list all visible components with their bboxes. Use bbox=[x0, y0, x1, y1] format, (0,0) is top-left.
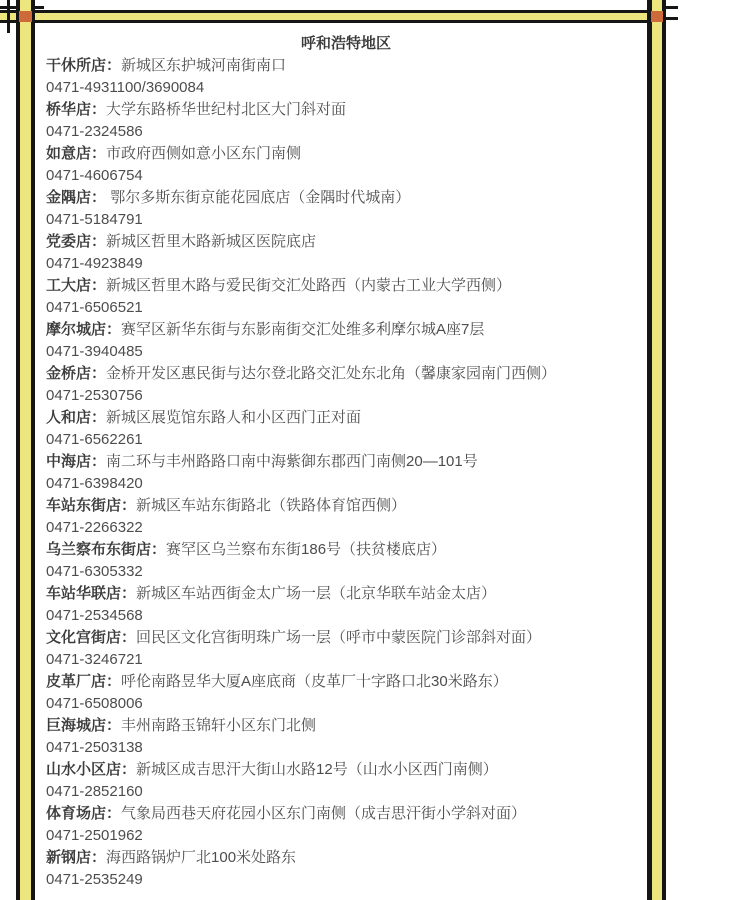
store-address-line bbox=[46, 143, 646, 165]
store-phone: 0471-6305332 bbox=[46, 563, 143, 580]
border-top-band-lower-edge bbox=[0, 20, 666, 23]
store-address-line bbox=[46, 715, 646, 737]
store-phone: 0471-2852160 bbox=[46, 783, 143, 800]
store-entry bbox=[46, 143, 646, 187]
name-address-separator: ： bbox=[106, 57, 122, 74]
page-title: 呼和浩特地区 bbox=[300, 35, 391, 52]
store-address-line bbox=[46, 671, 646, 693]
store-phone: 0471-5184791 bbox=[46, 211, 143, 228]
store-phone: 0471-4931100/3690084 bbox=[46, 79, 205, 96]
store-entry bbox=[46, 407, 646, 451]
store-name: 金桥店 bbox=[46, 365, 92, 382]
store-name: 文化宫街店 bbox=[46, 629, 122, 646]
border-corner-square-left bbox=[19, 11, 32, 22]
store-phone: 0471-6508006 bbox=[46, 695, 143, 712]
store-address-line bbox=[46, 319, 646, 341]
store-phone: 0471-2503138 bbox=[46, 739, 143, 756]
store-name: 新钢店 bbox=[46, 849, 92, 866]
store-entry bbox=[46, 451, 646, 495]
store-directory bbox=[0, 33, 745, 891]
store-entry bbox=[46, 671, 646, 715]
store-address: 新城区车站西街金太广场一层（北京华联车站金太店） bbox=[136, 585, 497, 602]
store-entry bbox=[46, 539, 646, 583]
store-address: 新城区哲里木路新城区医院底店 bbox=[106, 233, 317, 250]
name-address-separator: ： bbox=[106, 717, 122, 734]
store-entry bbox=[46, 847, 646, 891]
name-address-separator: ： bbox=[106, 673, 122, 690]
store-address-line bbox=[46, 583, 646, 605]
border-top-band-yellow bbox=[0, 13, 666, 20]
store-address-line bbox=[46, 275, 646, 297]
border-corner-line-left bbox=[7, 0, 10, 33]
store-name: 皮革厂店 bbox=[46, 673, 107, 690]
name-address-separator: ： bbox=[91, 189, 107, 206]
store-address: 回民区文化宫街明珠广场一层（呼市中蒙医院门诊部斜对面） bbox=[136, 629, 542, 646]
store-address: 丰州南路玉锦轩小区东门北侧 bbox=[121, 717, 317, 734]
store-address-line bbox=[46, 495, 646, 517]
store-phone: 0471-3246721 bbox=[46, 651, 143, 668]
name-address-separator: ： bbox=[91, 233, 107, 250]
store-name: 体育场店 bbox=[46, 805, 107, 822]
store-phone: 0471-6398420 bbox=[46, 475, 143, 492]
store-name: 桥华店 bbox=[46, 101, 92, 118]
border-corner-square-right bbox=[651, 11, 663, 22]
store-entry bbox=[46, 803, 646, 847]
border-corner-stub-top-right bbox=[666, 17, 678, 20]
store-address: 赛罕区新华东街与东影南街交汇处维多利摩尔城A座7层 bbox=[121, 321, 485, 338]
store-name: 如意店 bbox=[46, 145, 92, 162]
store-address-line bbox=[46, 187, 646, 209]
store-name: 山水小区店 bbox=[46, 761, 122, 778]
store-address: 市政府西侧如意小区东门南侧 bbox=[106, 145, 302, 162]
name-address-separator: ： bbox=[91, 453, 107, 470]
store-address-line bbox=[46, 847, 646, 869]
name-address-separator: ： bbox=[91, 277, 107, 294]
store-address-line bbox=[46, 803, 646, 825]
store-address: 大学东路桥华世纪村北区大门斜对面 bbox=[106, 101, 347, 118]
name-address-separator: ： bbox=[91, 365, 107, 382]
store-address: 气象局西巷天府花园小区东门南侧（成吉思汗街小学斜对面） bbox=[121, 805, 527, 822]
store-phone: 0471-2535249 bbox=[46, 871, 143, 888]
store-address: 赛罕区乌兰察布东街186号（扶贫楼底店） bbox=[166, 541, 447, 558]
store-address: 新城区展览馆东路人和小区西门正对面 bbox=[106, 409, 362, 426]
store-address-line bbox=[46, 407, 646, 429]
store-entry bbox=[46, 55, 646, 99]
store-address-line bbox=[46, 99, 646, 121]
store-name: 巨海城店 bbox=[46, 717, 107, 734]
name-address-separator: ： bbox=[91, 145, 107, 162]
name-address-separator: ： bbox=[151, 541, 167, 558]
name-address-separator: ： bbox=[121, 629, 137, 646]
store-name: 工大店 bbox=[46, 277, 92, 294]
store-address: 呼伦南路昱华大厦A座底商（皮革厂十字路口北30米路东） bbox=[121, 673, 508, 690]
store-entry bbox=[46, 627, 646, 671]
name-address-separator: ： bbox=[121, 761, 137, 778]
name-address-separator: ： bbox=[121, 585, 137, 602]
store-address-line bbox=[46, 759, 646, 781]
store-address: 新城区东护城河南街南口 bbox=[121, 57, 287, 74]
store-address: 海西路锅炉厂北100米处路东 bbox=[106, 849, 297, 866]
store-name: 金隅店 bbox=[46, 189, 92, 206]
store-address: 新城区车站东街路北（铁路体育馆西侧） bbox=[136, 497, 407, 514]
store-entry bbox=[46, 583, 646, 627]
store-phone: 0471-2266322 bbox=[46, 519, 143, 536]
store-name: 摩尔城店 bbox=[46, 321, 107, 338]
store-address: 金桥开发区惠民街与达尔登北路交汇处东北角（馨康家园南门西侧） bbox=[106, 365, 557, 382]
store-address-line bbox=[46, 231, 646, 253]
store-address: 新城区成吉思汗大街山水路12号（山水小区西门南侧） bbox=[136, 761, 498, 778]
store-name: 干休所店 bbox=[46, 57, 107, 74]
store-address-line bbox=[46, 627, 646, 649]
store-entry bbox=[46, 231, 646, 275]
store-address-line bbox=[46, 55, 646, 77]
store-phone: 0471-6562261 bbox=[46, 431, 143, 448]
store-address: 新城区哲里木路与爱民街交汇处路西（内蒙古工业大学西侧） bbox=[106, 277, 512, 294]
store-entry bbox=[46, 275, 646, 319]
store-phone: 0471-3940485 bbox=[46, 343, 143, 360]
store-entry bbox=[46, 495, 646, 539]
store-name: 乌兰察布东街店 bbox=[46, 541, 152, 558]
name-address-separator: ： bbox=[91, 849, 107, 866]
store-name: 党委店 bbox=[46, 233, 92, 250]
store-address: 鄂尔多斯东街京能花园底店（金隅时代城南） bbox=[106, 189, 411, 206]
store-phone: 0471-2324586 bbox=[46, 123, 143, 140]
store-address-line bbox=[46, 363, 646, 385]
store-phone: 0471-6506521 bbox=[46, 299, 143, 316]
store-entry bbox=[46, 99, 646, 143]
name-address-separator: ： bbox=[91, 101, 107, 118]
store-entry bbox=[46, 319, 646, 363]
store-name: 人和店 bbox=[46, 409, 92, 426]
store-name: 车站华联店 bbox=[46, 585, 122, 602]
store-phone: 0471-4606754 bbox=[46, 167, 143, 184]
store-address: 南二环与丰州路路口南中海紫御东郡西门南侧20—101号 bbox=[106, 453, 478, 470]
store-phone: 0471-2530756 bbox=[46, 387, 143, 404]
store-entry bbox=[46, 715, 646, 759]
store-entry bbox=[46, 759, 646, 803]
store-phone: 0471-2501962 bbox=[46, 827, 143, 844]
name-address-separator: ： bbox=[91, 409, 107, 426]
store-entry bbox=[46, 363, 646, 407]
store-name: 中海店 bbox=[46, 453, 92, 470]
store-entry bbox=[46, 187, 646, 231]
store-phone: 0471-2534568 bbox=[46, 607, 143, 624]
store-name: 车站东街店 bbox=[46, 497, 122, 514]
store-phone: 0471-4923849 bbox=[46, 255, 143, 272]
name-address-separator: ： bbox=[121, 497, 137, 514]
name-address-separator: ： bbox=[106, 805, 122, 822]
store-address-line bbox=[46, 539, 646, 561]
name-address-separator: ： bbox=[106, 321, 122, 338]
store-address-line bbox=[46, 451, 646, 473]
store-list bbox=[46, 55, 646, 891]
